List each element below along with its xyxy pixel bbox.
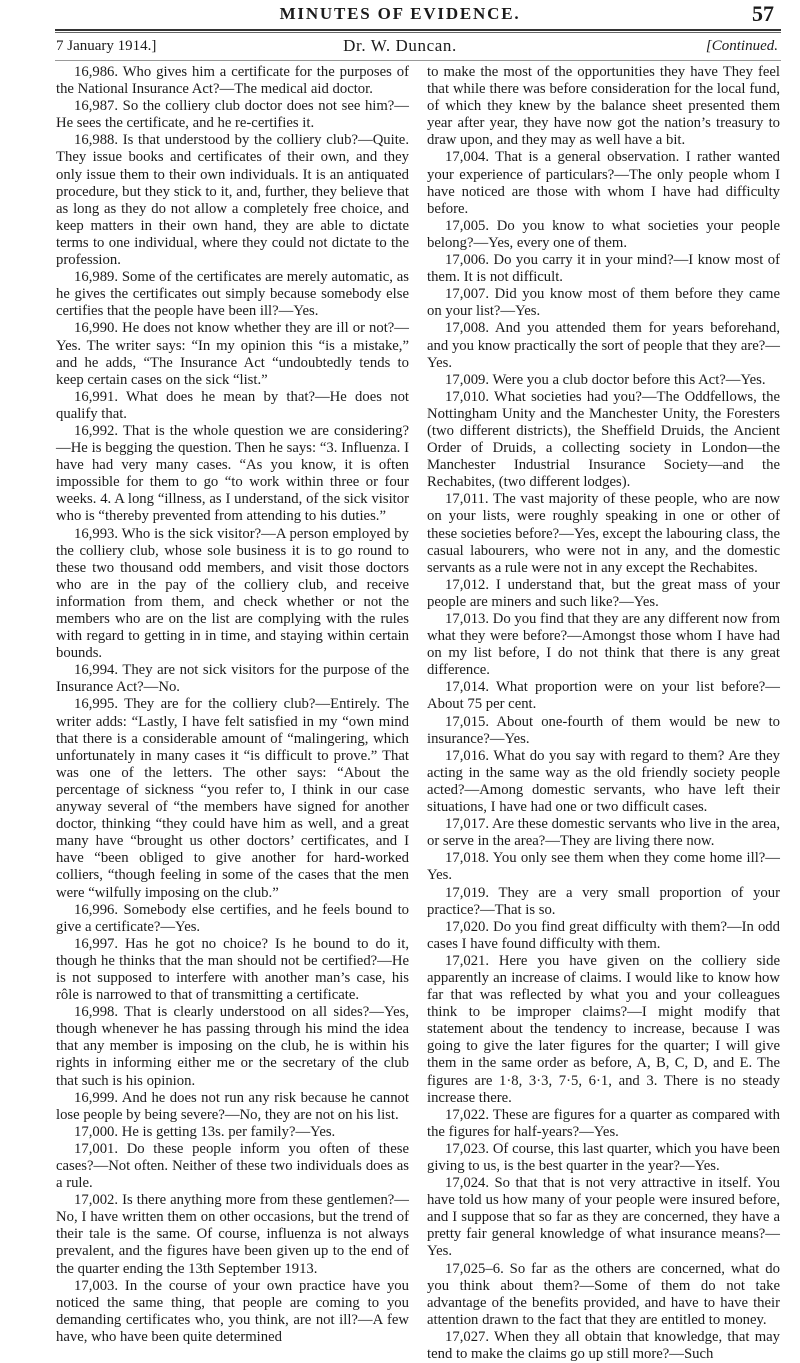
paragraph: 17,016. What do you say with regard to them? Are they acting in the same way as the old friendly society people acted?—Among domestic servants, who have left their situations, I have had one or two difficult cases. [427, 747, 780, 816]
paragraph: 17,027. When they all obtain that knowledge, that may tend to make the claims go up still more?—Such [427, 1328, 780, 1363]
left-column [56, 64, 409, 1346]
paragraph: 17,007. Did you know most of them before they came on your list?—Yes. [427, 286, 780, 320]
right-column [427, 64, 781, 1363]
paragraph: 17,020. Do you find great difficulty with them?—In odd cases I have found difficulty with them. [427, 918, 780, 952]
paragraph: 16,999. And he does not run any risk because he cannot lose people by being severe?—No, they are not on his list. [56, 1089, 409, 1123]
paragraph: 17,003. In the course of your own practice have you noticed the same thing, that people are coming to you demanding certificates who, you think, are not ill?—A few have, who have been quite determined [56, 1277, 409, 1345]
paragraph: 17,013. Do you find that they are any different now from what they were before?—Amongst those whom I have had on my list before, I do not think that there is any great difference. [427, 611, 781, 679]
page-number: 57 [752, 1, 774, 26]
paragraph: 16,996. Somebody else certifies, and he feels bound to give a certificate?—Yes. [56, 901, 409, 935]
running-title: MINUTES OF EVIDENCE. [279, 4, 521, 23]
paragraph-continuation: to make the most of the opportunities they have They feel that while there was before consideration for the local fund, of which they knew by the balance sheet presented them year after year, they have now got the nation’s treasury to draw upon, and they may as well have a bit. [427, 64, 780, 149]
paragraph: 16,989. Some of the certificates are merely automatic, as he gives the certificates out simply because somebody else certifies that the people have been ill?—Yes. [56, 269, 409, 320]
paragraph: 17,005. Do you know to what societies your people belong?—Yes, every one of them. [427, 217, 780, 251]
paragraph: 17,023. Of course, this last quarter, which you have been giving to us, is the best quarter in the year?—Yes. [427, 1140, 780, 1174]
paragraph: 16,987. So the colliery club doctor does not see him?—He sees the certificate, and he re-certifies it. [56, 98, 409, 132]
paragraph: 16,986. Who gives him a certificate for the purposes of the National Insurance Act?—The medical aid doctor. [56, 64, 409, 98]
paragraph: 17,022. These are figures for a quarter as compared with the figures for half-years?—Yes. [427, 1106, 780, 1140]
paragraph: 17,000. He is getting 13s. per family?—Yes. [74, 1123, 336, 1140]
paragraph: 17,024. So that that is not very attractive in itself. You have told us how many of your people were insured before, and I suppose that so far as they are concerned, they have a pretty fair general knowledge of what insurance means?—Yes. [427, 1175, 780, 1260]
hearing-date: 7 January 1914.] [56, 38, 157, 54]
paragraph: 16,990. He does not know whether they are ill or not?—Yes. The writer says: “In my opinion this “is a mistake,” and he adds, “The Insurance Act “undoubtedly tends to keep certain cases on the sick “list.” [56, 320, 409, 388]
paragraph: 17,011. The vast majority of these people, who are now on your lists, were roughly speaking in one or other of these societies before?—Yes, except the labouring class, the casual labourers, who were not in any, and the domestic servants as a rule were not in any except the Rechabites. [427, 491, 780, 576]
paragraph: 17,004. That is a general observation. I rather wanted your experience of particulars?—The only people whom I have noticed are those with whom I have had difficulty before. [427, 149, 780, 217]
paragraph: 17,012. I understand that, but the great mass of your people are miners and such like?—Yes. [427, 576, 780, 610]
paragraph: 17,009. Were you a club doctor before this Act?—Yes. [445, 371, 766, 388]
paragraph: 16,998. That is clearly understood on all sides?—Yes, though whenever he has passing through his mind the idea that any member is imposing on the club, he is within his rights in informing either me or the secretary of the club that such is his opinion. [56, 1004, 409, 1089]
paragraph: 17,001. Do these people inform you often of these cases?—Not often. Neither of these two individuals does as a rule. [56, 1140, 409, 1192]
paragraph: 17,018. You only see them when they come home ill?—Yes. [427, 850, 780, 884]
paragraph: 16,994. They are not sick visitors for the purpose of the Insurance Act?—No. [56, 662, 409, 696]
paragraph: 17,015. About one-fourth of them would be new to insurance?—Yes. [427, 713, 780, 747]
paragraph: 17,002. Is there anything more from these gentlemen?—No, I have written them on other occasions, but the trend of their tale is the same. Of course, influenza is not always prevalent, and the figures have been given up to the end of the quarter ending the 13th September 1913. [56, 1192, 409, 1277]
paragraph: 16,991. What does he mean by that?—He does not qualify that. [56, 388, 409, 422]
paragraph: 16,988. Is that understood by the colliery club?—Quite. They issue books and certificates of their own, and they only issue them to their own individuals. It is an antiquated procedure, but they stick to it, and, further, they believe that as long as they do not allow a completely free choice, and keep matters in their own hand, they are able to dictate terms to one individual, where they could not dictate to the profession. [56, 132, 409, 269]
paragraph: 16,992. That is the whole question we are considering?—He is begging the question. Then he says: “3. Influenza. I have had very many cases. “As you know, it is often impossible for them to go “to work within three or four weeks. 4. A long “illness, as I understand, of the sick visitor who is “thereby prevented from attending to his duties.” [56, 422, 409, 525]
paragraph: 16,997. Has he got no choice? Is he bound to do it, though he thinks that the man should not be certified?—He is not supposed to interfere with another man’s case, his rôle is narrowed to that of transmitting a certificate. [56, 935, 409, 1004]
paragraph: 17,025–6. So far as the others are concerned, what do you think about them?—Some of them do not take advantage of the benefits provided, and have to have their attention drawn to the fact that they are entitled to money. [427, 1260, 780, 1328]
paragraph: 17,017. Are these domestic servants who live in the area, or serve in the area?—They are living there now. [427, 816, 780, 850]
continued-label: [Continued. [705, 38, 778, 54]
header-rule [55, 29, 781, 31]
paragraph: 17,006. Do you carry it in your mind?—I know most of them. It is not difficult. [427, 252, 780, 286]
witness-name: Dr. W. Duncan. [343, 36, 457, 55]
paragraph: 17,021. Here you have given on the colliery side apparently an increase of claims. I would like to know how far that was reflected by what you and your colleagues think to be improper claims?—I might modify that statement about the tendency to increase, because I was going to give the later figures for the quarter; I will give them in the same order as before, A, B, C, D, and E. The figures are 1·8, 3·3, 7·5, 6·1, and 3. There is no steady increase there. [427, 952, 780, 1106]
subheader-rule [55, 60, 781, 61]
paragraph: 17,010. What societies had you?—The Oddfellows, the Nottingham Unity and the Manchester Unity, the Foresters (two different districts), the Sheffield Druids, the Ancient Order of Druids, a collecting society in London—the Manchester Industrial Insurance Society—and the Rechabites, (two different lodges). [427, 388, 780, 491]
paragraph: 17,008. And you attended them for years beforehand, and you know practically the sort of people that they are?—Yes. [427, 320, 780, 371]
paragraph: 17,014. What proportion were on your list before?—About 75 per cent. [427, 679, 780, 713]
paragraph: 16,993. Who is the sick visitor?—A person employed by the colliery club, whose sole business it is to go round to these two thousand odd members, and visit those doctors who are in the pay of the colliery club, and receive information from them, and check whether or not the members who are on the list are complying with the rules with regard to getting in in time, and staying within certain bounds. [56, 525, 409, 662]
paragraph: 16,995. They are for the colliery club?—Entirely. The writer adds: “Lastly, I have felt satisfied in my “own mind that there is a considerable amount of “malingering, which unfortunately in many cases it “is difficult to prove.” That was one of the letters. The other says: “About the percentage of sickness “you refer to, I think in our case anyway several of “the members have signed for another doctor, thinking “they could have him as well, and a great many have “brought us other doctors’ certificates, and I have “been obliged to give another for hard-worked colliers, “though feeling in some of the cases that the men were “wilfully imposing on the club.” [56, 696, 409, 901]
header-rule-thin [55, 32, 781, 33]
paragraph: 17,019. They are a very small proportion of your practice?—That is so. [427, 884, 780, 918]
